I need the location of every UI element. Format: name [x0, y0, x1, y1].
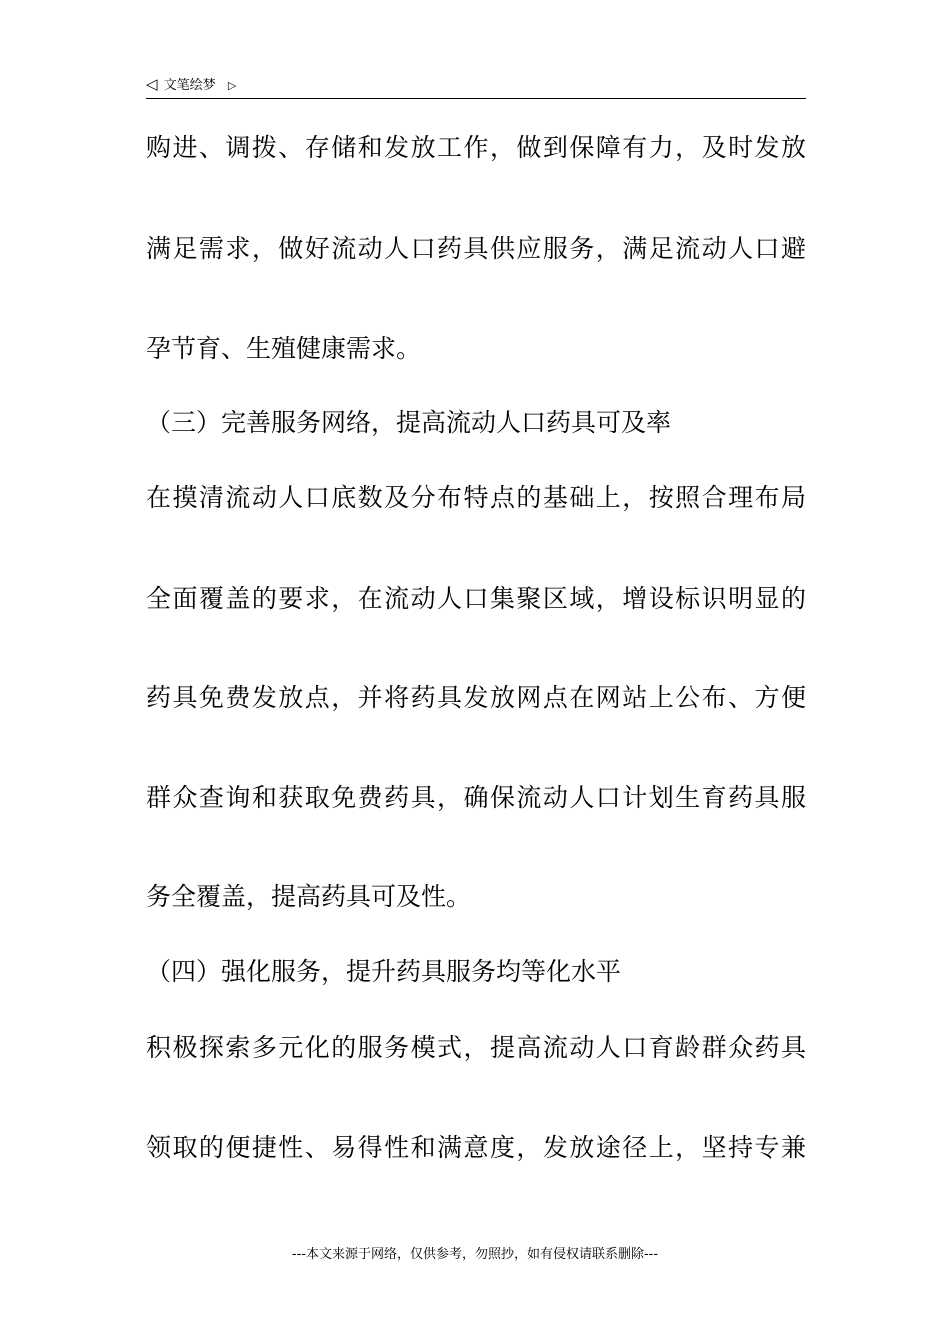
footer-notice: ---本文来源于网络，仅供参考，勿照抄，如有侵权请联系删除--- — [291, 1247, 659, 1262]
section-heading: （三）完善服务网络，提高流动人口药具可及率 — [146, 408, 672, 437]
triangle-left-icon: ◁ — [146, 75, 158, 93]
body-line: 满足需求，做好流动人口药具供应服务，满足流动人口避 — [146, 234, 806, 263]
body-line: 务全覆盖，提高药具可及性。 — [146, 882, 472, 911]
triangle-right-icon: ▷ — [227, 79, 237, 92]
body-line: 群众查询和获取免费药具，确保流动人口计划生育药具服 — [146, 783, 806, 812]
section-heading: （四）强化服务，提升药具服务均等化水平 — [146, 957, 622, 986]
body-line: 积极探索多元化的服务模式，提高流动人口育龄群众药具 — [146, 1033, 806, 1062]
body-line: 全面覆盖的要求，在流动人口集聚区域，增设标识明显的 — [146, 584, 806, 613]
body-line: 药具免费发放点，并将药具发放网点在网站上公布、方便 — [146, 683, 806, 712]
page-header — [146, 70, 806, 99]
body-line: 孕节育、生殖健康需求。 — [146, 334, 422, 363]
body-line: 在摸清流动人口底数及分布特点的基础上，按照合理布局 — [146, 483, 806, 512]
body-line: 领取的便捷性、易得性和满意度，发放途径上，坚持专兼 — [146, 1133, 806, 1162]
header-title: 文笔绘梦 — [163, 78, 216, 93]
body-line: 购进、调拨、存储和发放工作，做到保障有力，及时发放 — [146, 133, 806, 162]
